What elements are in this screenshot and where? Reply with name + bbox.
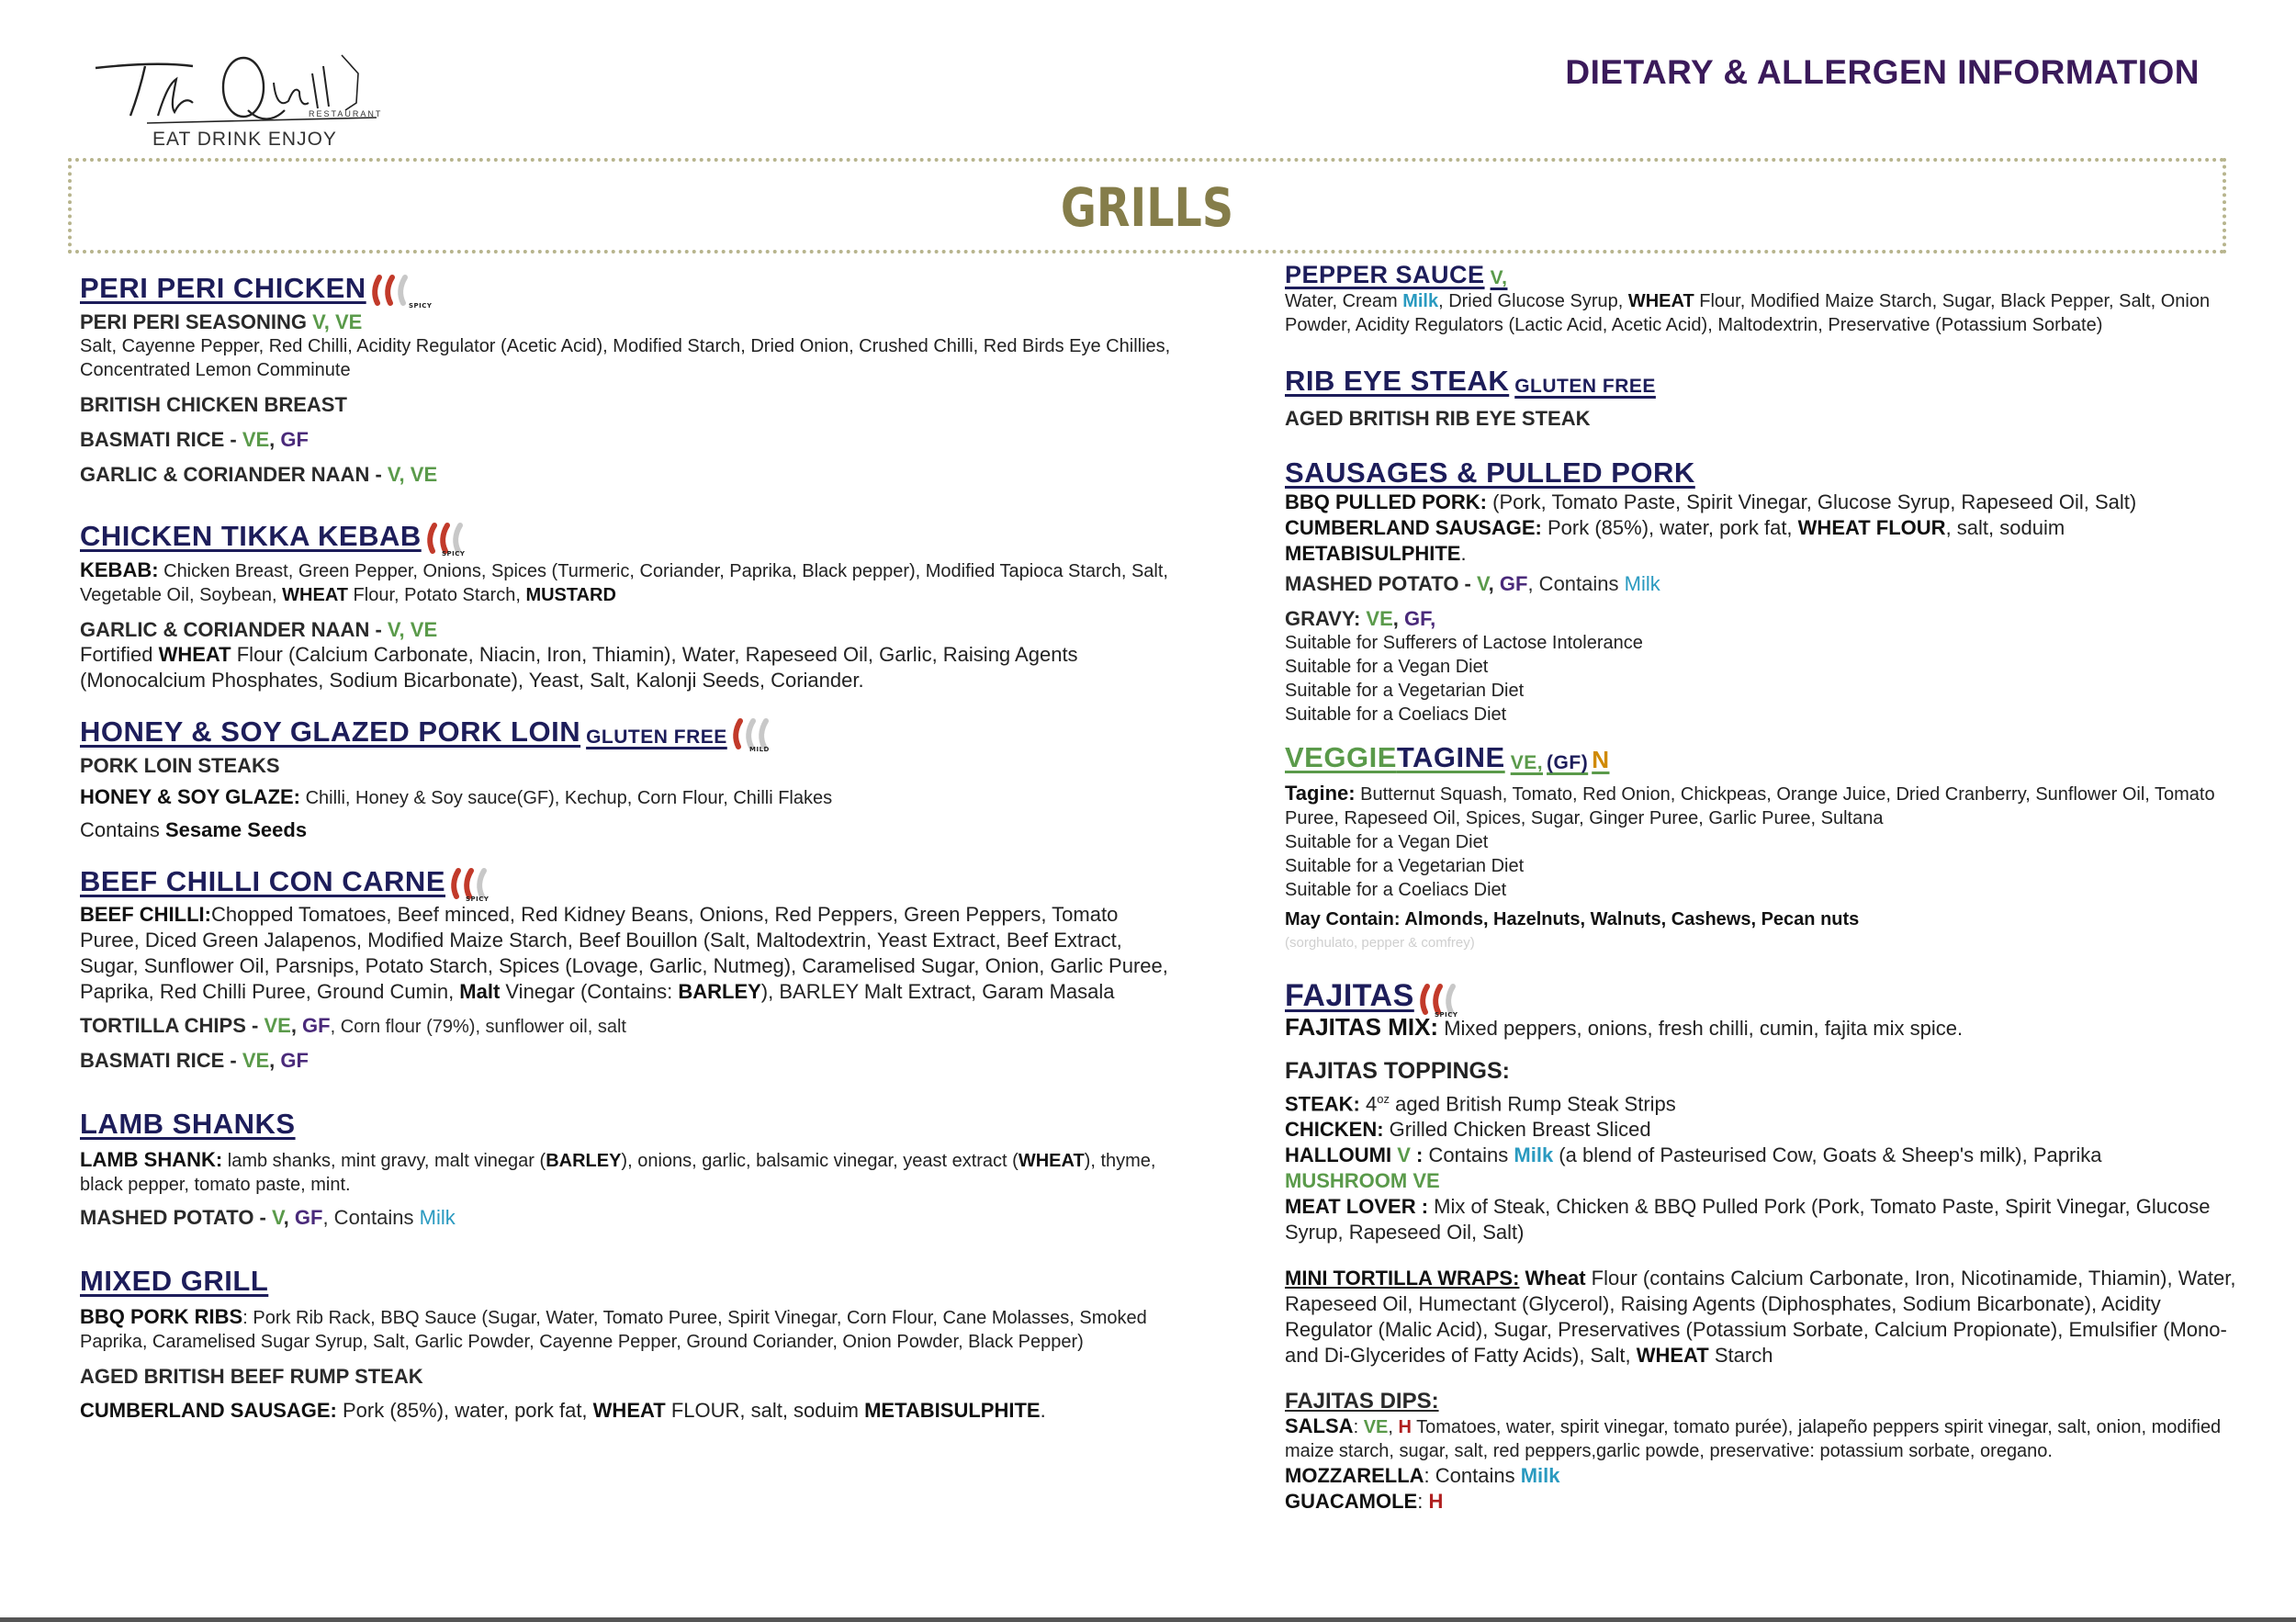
logo-sub: RESTAURANT [309, 109, 383, 118]
tagine-line: Suitable for a Vegetarian Diet [1285, 856, 1525, 876]
item-title: SAUSAGES & PULLED PORK [1285, 456, 1695, 489]
naan-ingredients: Fortified WHEAT Flour (Calcium Carbonate, Niacin, Iron, Thiamin), Water, Rapeseed Oil, Garlic, Raising Agents (Monocalcium Phosphates, Sodium Bicarbonate), Yeast, Salt, Kalonji Seeds, Coriander. [80, 643, 1078, 692]
chili-pepper-icon [733, 719, 784, 752]
pepper-ingredients: Water, Cream Milk, Dried Glucose Syrup, WHEAT Flour, Modified Maize Starch, Sugar, Black Pepper, Salt, Onion Powder, Acidity Regulators (Lactic Acid, Acetic Acid), Maltodextrin, Preservative (Potassium Sorbate) [1285, 291, 2211, 335]
chicken-breast: BRITISH CHICKEN BREAST [80, 393, 347, 416]
mash-row: MASHED POTATO - V, GF, Contains Milk [80, 1206, 456, 1229]
mash-row: MASHED POTATO - V, GF, Contains Milk [1285, 572, 1660, 595]
item-title: LAMB SHANKS [80, 1108, 296, 1140]
tagine-ingredients: Tagine: Butternut Squash, Tomato, Red Onion, Chickpeas, Orange Juice, Dried Cranberry, Sunflower Oil, Tomato Puree, Rapeseed Oil, Spices, Sugar, Ginger Puree, Garlic Puree, Sultana [1285, 782, 2215, 828]
item-peri-peri-chicken [80, 272, 1182, 487]
tortilla-wraps-row: MINI TORTILLA WRAPS: Wheat Flour (contains Calcium Carbonate, Iron, Nicotinamide, Thiamin), Water, Rapeseed Oil, Humectant (Glycerol), Raising Agents (Diphosphates, Sodium Bicarbonate), Acidity Regulator (Malic Acid), Sugar, Preservatives (Potassium Sorbate, Calcium Propionate), Emulsifier (Mono- and Di-Glycerides of Fatty Acids), Salt, WHEAT Starch [1285, 1267, 2236, 1368]
tortilla-chips-row: TORTILLA CHIPS - VE, GF, Corn flour (79%), sunflower oil, salt [80, 1014, 626, 1037]
chili-pepper-icon [372, 276, 433, 310]
rice-row: BASMATI RICE - VE, GF [80, 1049, 309, 1072]
item-pepper-sauce [1285, 261, 2240, 337]
item-title: BEEF CHILLI CON CARNE SPICY [80, 865, 502, 898]
logo-script-icon [92, 46, 386, 138]
dips-title: FAJITAS DIPS: [1285, 1389, 1439, 1414]
gravy-line: Suitable for Sufferers of Lactose Intolerance [1285, 633, 1643, 653]
meat-lover-row: MEAT LOVER : Mix of Steak, Chicken & BBQ Pulled Pork (Pork, Tomato Paste, Spirit Vinegar, Glucose Syrup, Rapeseed Oil, Salt) [1285, 1195, 2211, 1245]
spice-level: SPICY [408, 302, 433, 310]
mozzarella-row: MOZZARELLA: Contains Milk [1285, 1464, 1560, 1488]
item-honey-soy-pork-loin [80, 715, 1182, 843]
item-chicken-tikka-kebab [80, 520, 1182, 693]
item-sausages-pulled-pork [1285, 456, 2240, 727]
guacamole-row: GUACAMOLE: H [1285, 1490, 1444, 1514]
faded-note: (sorghulato, pepper & comfrey) [1285, 935, 1475, 951]
halloumi-row: HALLOUMI V : Contains Milk (a blend of Pasteurised Cow, Goats & Sheep's milk), Paprika [1285, 1143, 2102, 1167]
gravy-row: GRAVY: VE, GF, [1285, 607, 1436, 630]
mushroom-row: MUSHROOM VE [1285, 1169, 1440, 1193]
rib-eye-aged: AGED BRITISH RIB EYE STEAK [1285, 407, 1591, 430]
seasoning-row: PERI PERI SEASONING V, VE [80, 310, 363, 333]
salsa-row: SALSA: VE, H Tomatoes, water, spirit vinegar, tomato purée), jalapeño peppers spirit vinegar, salt, onion, modified maize starch, sugar, salt, red peppers,garlic powde, preservative: potassium sorbate, oregano. [1285, 1414, 2222, 1462]
left-column [80, 272, 1182, 1438]
tagine-line: Suitable for a Coeliacs Diet [1285, 880, 1507, 900]
item-lamb-shanks [80, 1108, 1182, 1230]
item-title: FAJITAS SPICY [1285, 978, 1471, 1014]
rump-steak: AGED BRITISH BEEF RUMP STEAK [80, 1365, 423, 1388]
chili-pepper-icon [451, 869, 502, 902]
pork-steaks: PORK LOIN STEAKS [80, 754, 280, 777]
may-contain-row: May Contain: Almonds, Hazelnuts, Walnuts, Cashews, Pecan nuts [1285, 909, 1860, 929]
document-title: DIETARY & ALLERGEN INFORMATION [1565, 53, 2200, 91]
item-title: MIXED GRILL [80, 1265, 269, 1297]
chili-pepper-icon [427, 524, 478, 557]
section-title: GRILLS [1060, 176, 1234, 239]
gravy-line: Suitable for a Vegetarian Diet [1285, 681, 1525, 701]
gluten-free-tag: GLUTEN FREE [1514, 376, 1656, 397]
section-banner [68, 158, 2226, 253]
spice-level: MILD [748, 746, 770, 753]
item-title: VEGGIE TAGINE VE, (GF) N [1285, 741, 1610, 773]
sausage-ingredients: CUMBERLAND SAUSAGE: Pork (85%), water, pork fat, WHEAT FLOUR, salt, soduim METABISULPHITE. [80, 1399, 1046, 1422]
item-veggie-tagine [1285, 741, 2240, 951]
tagine-line: Suitable for a Vegan Diet [1285, 832, 1489, 852]
naan-row: GARLIC & CORIANDER NAAN - V, VE [80, 463, 438, 486]
beef-chilli-ingredients: BEEF CHILLI:Chopped Tomatoes, Beef minced, Red Kidney Beans, Onions, Red Peppers, Green Peppers, Tomato Puree, Diced Green Jalapenos, Modified Maize Starch, Beef Bouillon (Salt, Maltodextrin, Yeast Extract, Beef Extract, Sugar, Sunflower Oil, Parsnips, Potato Starch, Spices (Lovage, Garlic, Nutmeg), Caramelised Sugar, Onion, Garlic Puree, Paprika, Red Chilli Puree, Ground Cumin, Malt Vinegar (Contains: BARLEY), BARLEY Malt Extract, Garam Masala [80, 903, 1168, 1003]
spice-level: SPICY [441, 550, 466, 558]
bbq-pork-row: BBQ PULLED PORK: (Pork, Tomato Paste, Spirit Vinegar, Glucose Syrup, Rapeseed Oil, Salt) [1285, 490, 2137, 513]
vegetarian-tag: V, [1490, 267, 1508, 288]
spice-level: SPICY [466, 895, 490, 903]
gravy-line: Suitable for a Vegan Diet [1285, 657, 1489, 677]
chicken-row: CHICKEN: Grilled Chicken Breast Sliced [1285, 1118, 1651, 1142]
lamb-shank-ingredients: LAMB SHANK: lamb shanks, mint gravy, malt vinegar (BARLEY), onions, garlic, balsamic vinegar, yeast extract (WHEAT), thyme, black pepper, tomato paste, mint. [80, 1148, 1156, 1195]
ribs-ingredients: BBQ PORK RIBS: Pork Rib Rack, BBQ Sauce (Sugar, Water, Tomato Puree, Spirit Vinegar, Corn Flour, Cane Molasses, Smoked Paprika, Caramelised Sugar Syrup, Salt, Garlic Powder, Cayenne Pepper, Ground Coriander, Onion Powder, Black Pepper) [80, 1305, 1147, 1352]
chili-pepper-icon [1420, 985, 1471, 1018]
item-rib-eye-steak [1285, 365, 2240, 431]
item-fajitas [1285, 978, 2240, 1515]
item-title: PEPPER SAUCE V, [1285, 261, 1508, 288]
gluten-free-tag: GLUTEN FREE [586, 727, 727, 748]
bottom-border [0, 1617, 2296, 1622]
item-title: PERI PERI CHICKEN SPICY [80, 272, 433, 310]
naan-row: GARLIC & CORIANDER NAAN - V, VE [80, 618, 438, 641]
kebab-ingredients: KEBAB: Chicken Breast, Green Pepper, Onions, Spices (Turmeric, Coriander, Paprika, Black pepper), Modified Tapioca Starch, Salt, Vegetable Oil, Soybean, WHEAT Flour, Potato Starch, MUSTARD [80, 558, 1168, 605]
brand-tagline: EAT DRINK ENJOY [152, 129, 337, 150]
seasoning-tags: V, VE [312, 310, 363, 333]
steak-row: STEAK: $4^{oz}$ aged British Rump Steak Strips [1285, 1092, 1676, 1116]
seasoning-ingredients: Salt, Cayenne Pepper, Red Chilli, Acidity Regulator (Acetic Acid), Modified Starch, Dried Onion, Crushed Chilli, Red Birds Eye Chillies, Concentrated Lemon Comminute [80, 336, 1171, 380]
item-title: CHICKEN TIKKA KEBAB SPICY [80, 520, 478, 553]
item-beef-chilli-con-carne [80, 865, 1182, 1073]
cumberland-row: CUMBERLAND SAUSAGE: Pork (85%), water, pork fat, WHEAT FLOUR, salt, soduim METABISULPHITE. [1285, 516, 2065, 565]
spice-level: SPICY [1434, 1011, 1458, 1019]
fajitas-mix-row: FAJITAS MIX: Mixed peppers, onions, fresh chilli, cumin, fajita mix spice. [1285, 1013, 1964, 1041]
rice-row: BASMATI RICE - VE, GF [80, 428, 309, 451]
glaze-row: HONEY & SOY GLAZE: Chilli, Honey & Soy sauce(GF), Kechup, Corn Flour, Chilli Flakes [80, 785, 833, 808]
sesame-row: Contains Sesame Seeds [80, 818, 308, 841]
toppings-title: FAJITAS TOPPINGS: [1285, 1058, 1510, 1084]
item-mixed-grill [80, 1265, 1182, 1424]
right-column [1285, 261, 2240, 1529]
item-title: HONEY & SOY GLAZED PORK LOIN GLUTEN FREE MILD [80, 715, 784, 749]
item-title: RIB EYE STEAK GLUTEN FREE [1285, 365, 1656, 397]
gravy-line: Suitable for a Coeliacs Diet [1285, 704, 1507, 725]
